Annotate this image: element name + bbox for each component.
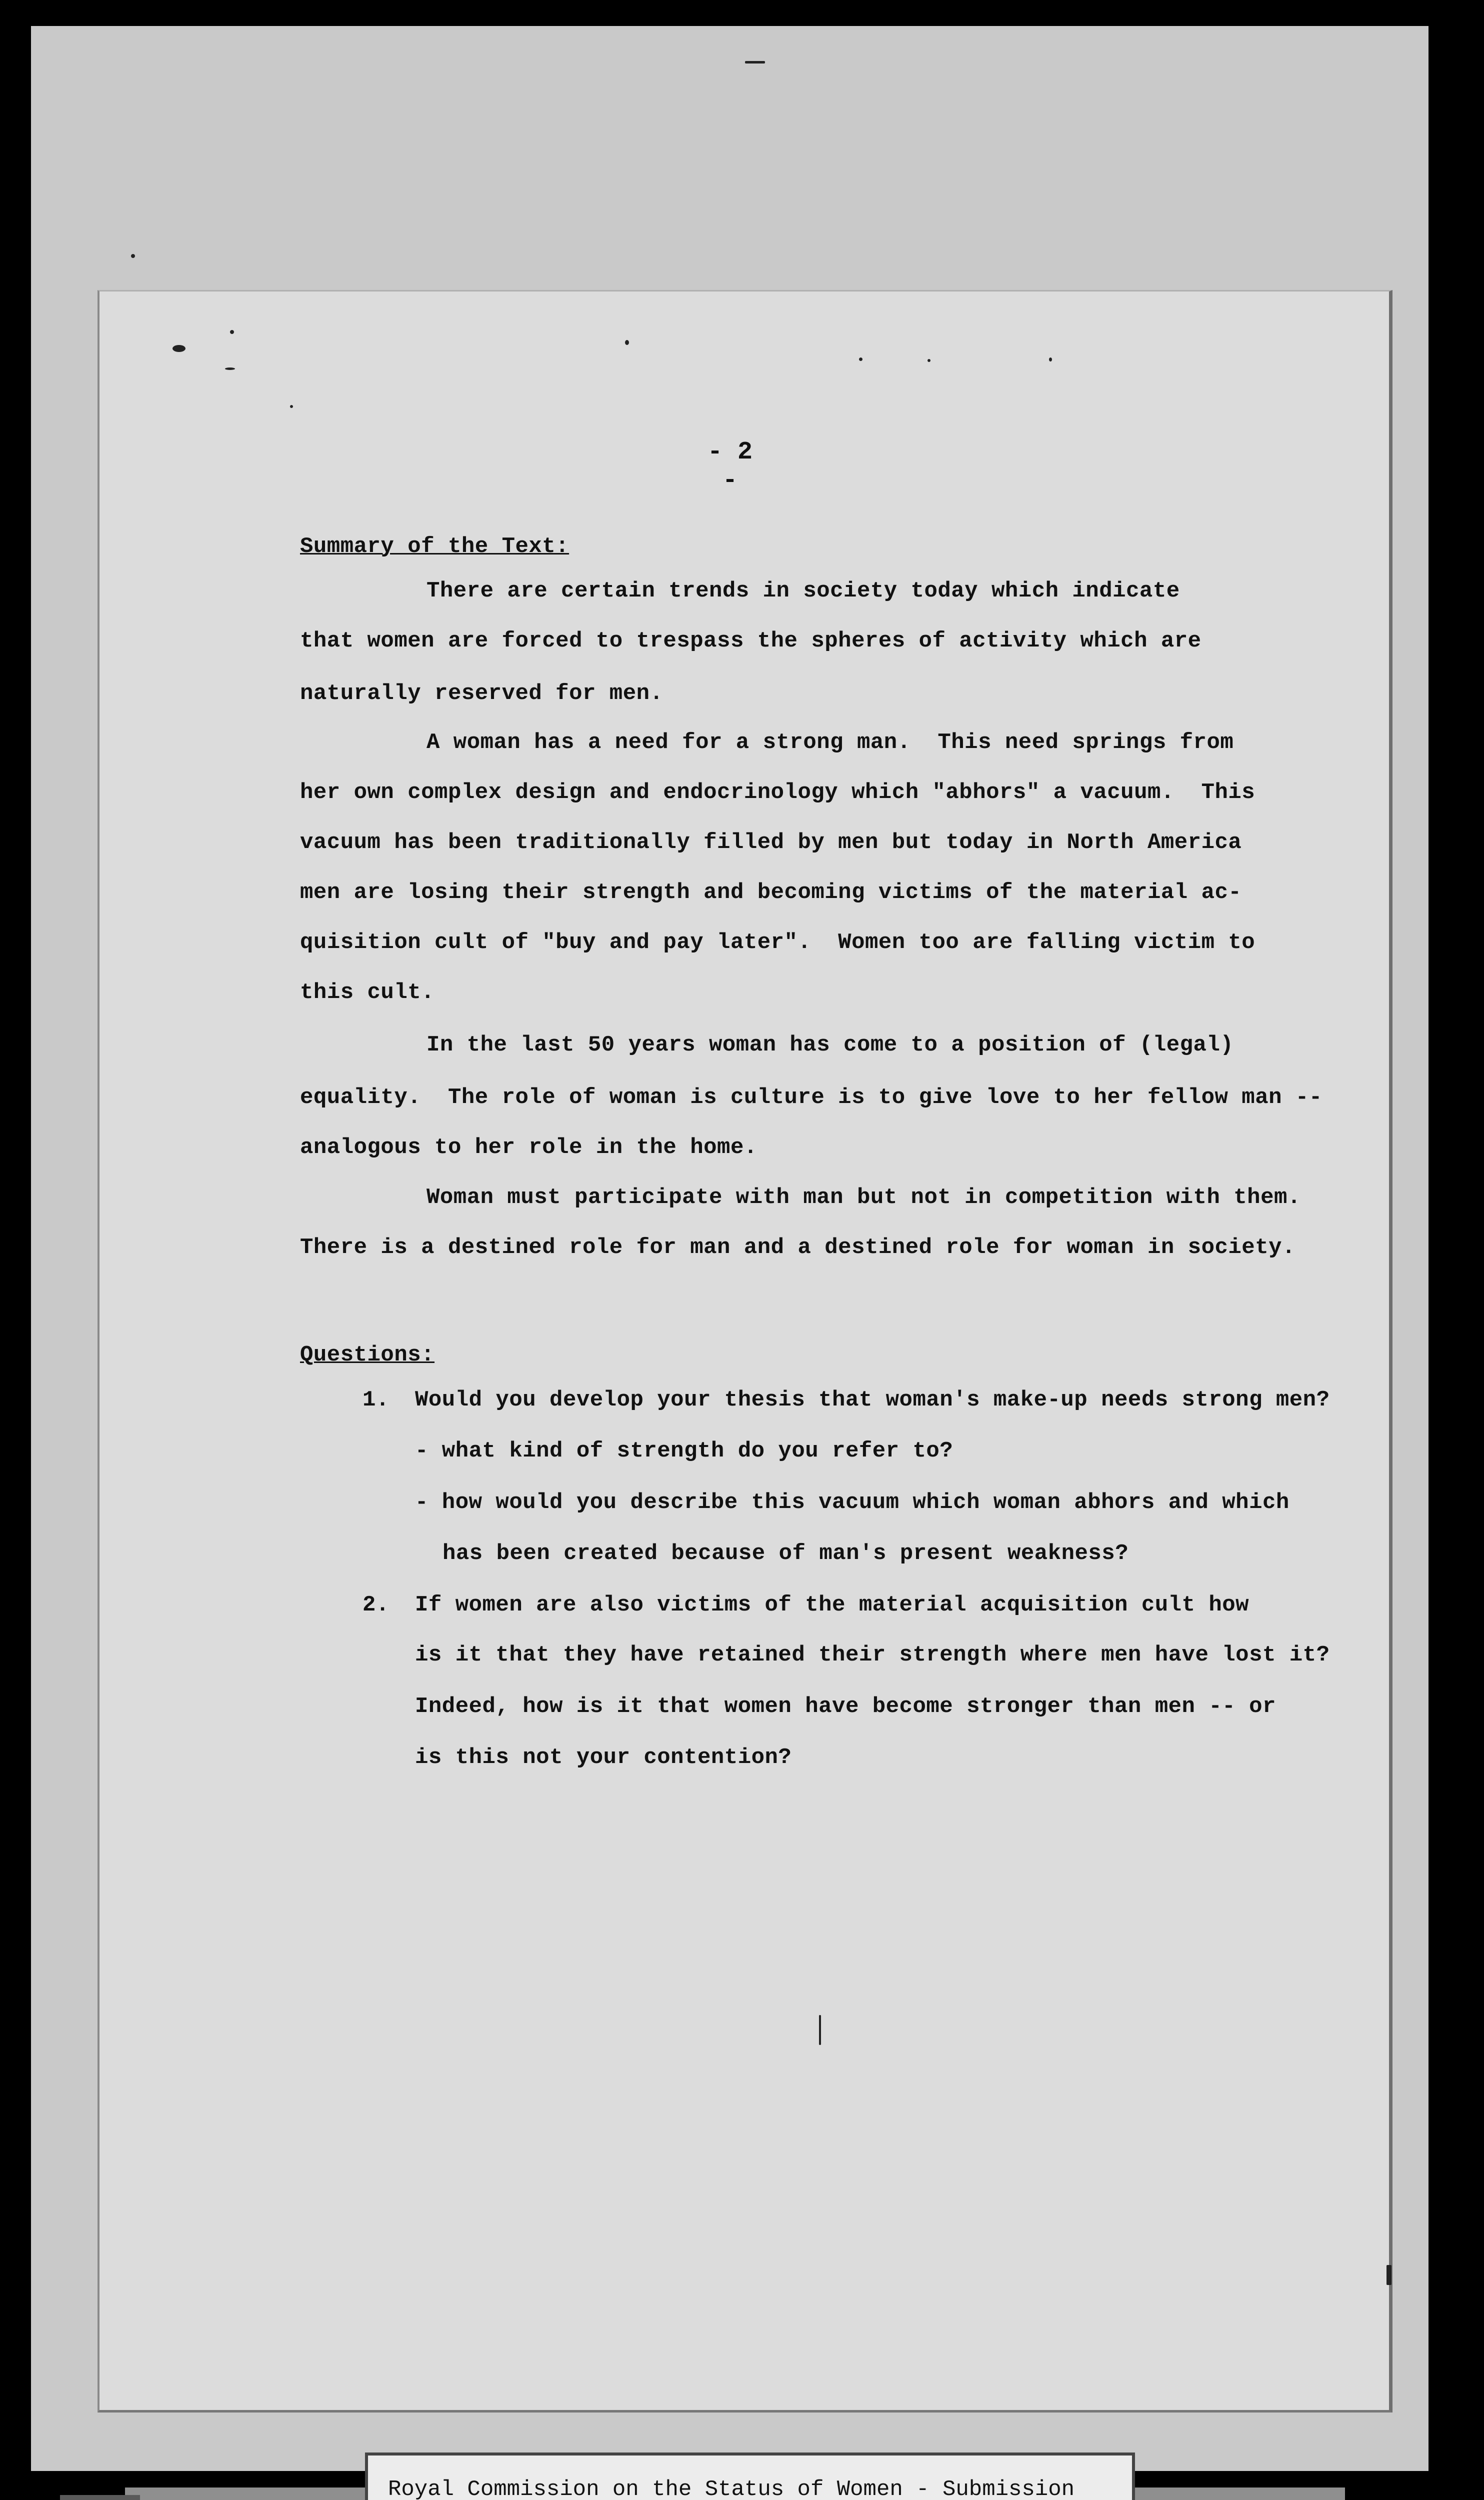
speck [745,61,765,64]
summary-line: naturally reserved for men. [300,681,664,706]
question-line: is this not your contention? [415,1745,792,1770]
question-line: If women are also victims of the material acquisition cult how [415,1592,1250,1618]
summary-line: this cult. [300,980,435,1005]
summary-heading: Summary of the Text: [300,534,570,559]
summary-line: In the last 50 years woman has come to a position of (legal) [426,1032,1234,1058]
speck [225,368,235,370]
speck [859,358,862,361]
question-number: 1. [362,1388,390,1412]
questions-heading: Questions: [300,1342,435,1368]
question-line: has been created because of man's present weakness? [442,1541,1129,1566]
summary-line: her own complex design and endocrinology which "abhors" a vacuum. This [300,780,1256,805]
archive-label-line1: Royal Commission on the Status of Women - Submission [388,2477,1075,2500]
question-number: 2. [362,1592,390,1618]
speck [1049,358,1052,362]
summary-line: Woman must participate with man but not in competition with them. [426,1185,1301,1210]
question-line: Indeed, how is it that women have become stronger than men -- or [415,1694,1276,1719]
question-line: - what kind of strength do you refer to? [415,1438,954,1464]
speck [131,254,135,258]
speck [230,330,234,334]
speck [1386,2265,1392,2285]
summary-line: vacuum has been traditionally filled by men but today in North America [300,830,1242,855]
page-number: - 2 - [707,438,752,495]
speck [625,340,629,345]
document-page [98,290,1392,2412]
summary-line: men are losing their strength and becoming victims of the material ac- [300,880,1242,905]
summary-line: A woman has a need for a strong man. This need springs from [426,730,1234,755]
summary-line: quisition cult of "buy and pay later". Women too are falling victim to [300,930,1256,955]
speck [928,359,930,362]
summary-line: analogous to her role in the home. [300,1135,758,1160]
summary-line: There are certain trends in society today which indicate [426,578,1180,604]
question-line: - how would you describe this vacuum which woman abhors and which [415,1490,1290,1515]
speck [819,2015,821,2045]
archive-label [365,2452,1135,2500]
question-line: Would you develop your thesis that woman's make-up needs strong men? [415,1388,1330,1412]
speck [172,345,186,352]
stamp-edge [60,2495,140,2500]
speck [290,405,293,408]
summary-line: equality. The role of woman is culture is to give love to her fellow man -- [300,1085,1322,1110]
question-line: is it that they have retained their strength where men have lost it? [415,1642,1330,1668]
summary-line: that women are forced to trespass the spheres of activity which are [300,628,1202,654]
summary-line: There is a destined role for man and a destined role for woman in society. [300,1235,1296,1260]
